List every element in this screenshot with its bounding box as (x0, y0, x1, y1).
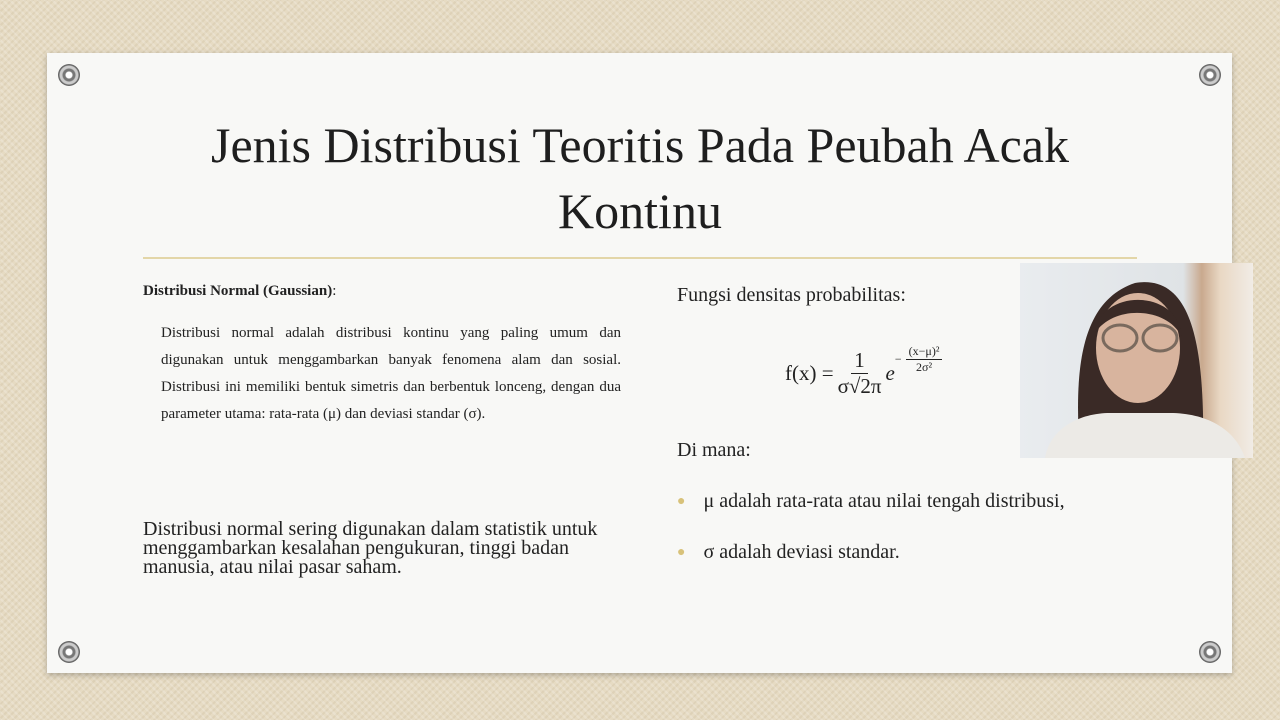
pdf-label: Fungsi densitas probabilitas: (677, 284, 906, 306)
pin-icon (58, 641, 80, 663)
heading-colon: : (332, 283, 337, 299)
formula-lhs: f(x) = (785, 361, 834, 385)
title-line-1: Jenis Distribusi Teoritis Pada Peubah Acak (211, 117, 1069, 173)
bullet-text: σ adalah deviasi standar. (703, 541, 900, 563)
bullet-text: μ adalah rata-rata atau nilai tengah distribusi, (703, 490, 1065, 512)
presenter-video (1020, 263, 1253, 458)
pin-icon (1199, 64, 1221, 86)
normal-pdf-formula (785, 344, 946, 399)
section-heading (143, 283, 336, 300)
pin-icon (1199, 641, 1221, 663)
bullet-item (677, 541, 900, 564)
where-label: Di mana: (677, 439, 751, 461)
title-line-2: Kontinu (558, 183, 722, 239)
bullet-icon: ● (677, 545, 686, 561)
usage-paragraph: Distribusi normal sering digunakan dalam statistik untuk menggambarkan kesalahan pengukuran, tinggi badan manusia, atau nilai pasar saham. (143, 518, 598, 578)
bullet-item (677, 490, 1065, 513)
webcam-overlay (1020, 263, 1253, 458)
slide-title (0, 112, 1280, 244)
formula-base: e (885, 361, 895, 385)
pin-icon (58, 64, 80, 86)
exponent-sign: − (894, 352, 902, 366)
formula-numerator: 1 (851, 348, 868, 374)
bullet-icon: ● (677, 494, 686, 510)
title-divider (143, 257, 1137, 259)
exponent-denominator: 2σ² (916, 360, 933, 374)
formula-denominator: σ√2π (837, 374, 882, 398)
exponent-numerator: (x−μ)² (906, 344, 943, 360)
heading-text: Distribusi Normal (Gaussian) (143, 283, 333, 299)
definition-paragraph: Distribusi normal adalah distribusi kontinu yang paling umum dan digunakan untuk menggambarkan banyak fenomena alam dan sosial. Distribusi ini memiliki bentuk simetris dan berbentuk lonceng, dengan dua parameter utama: rata-rata (μ) dan deviasi standar (σ). (161, 325, 621, 422)
formula-fraction (838, 348, 882, 399)
formula-exponent (895, 344, 947, 375)
exponent-fraction (906, 344, 943, 375)
